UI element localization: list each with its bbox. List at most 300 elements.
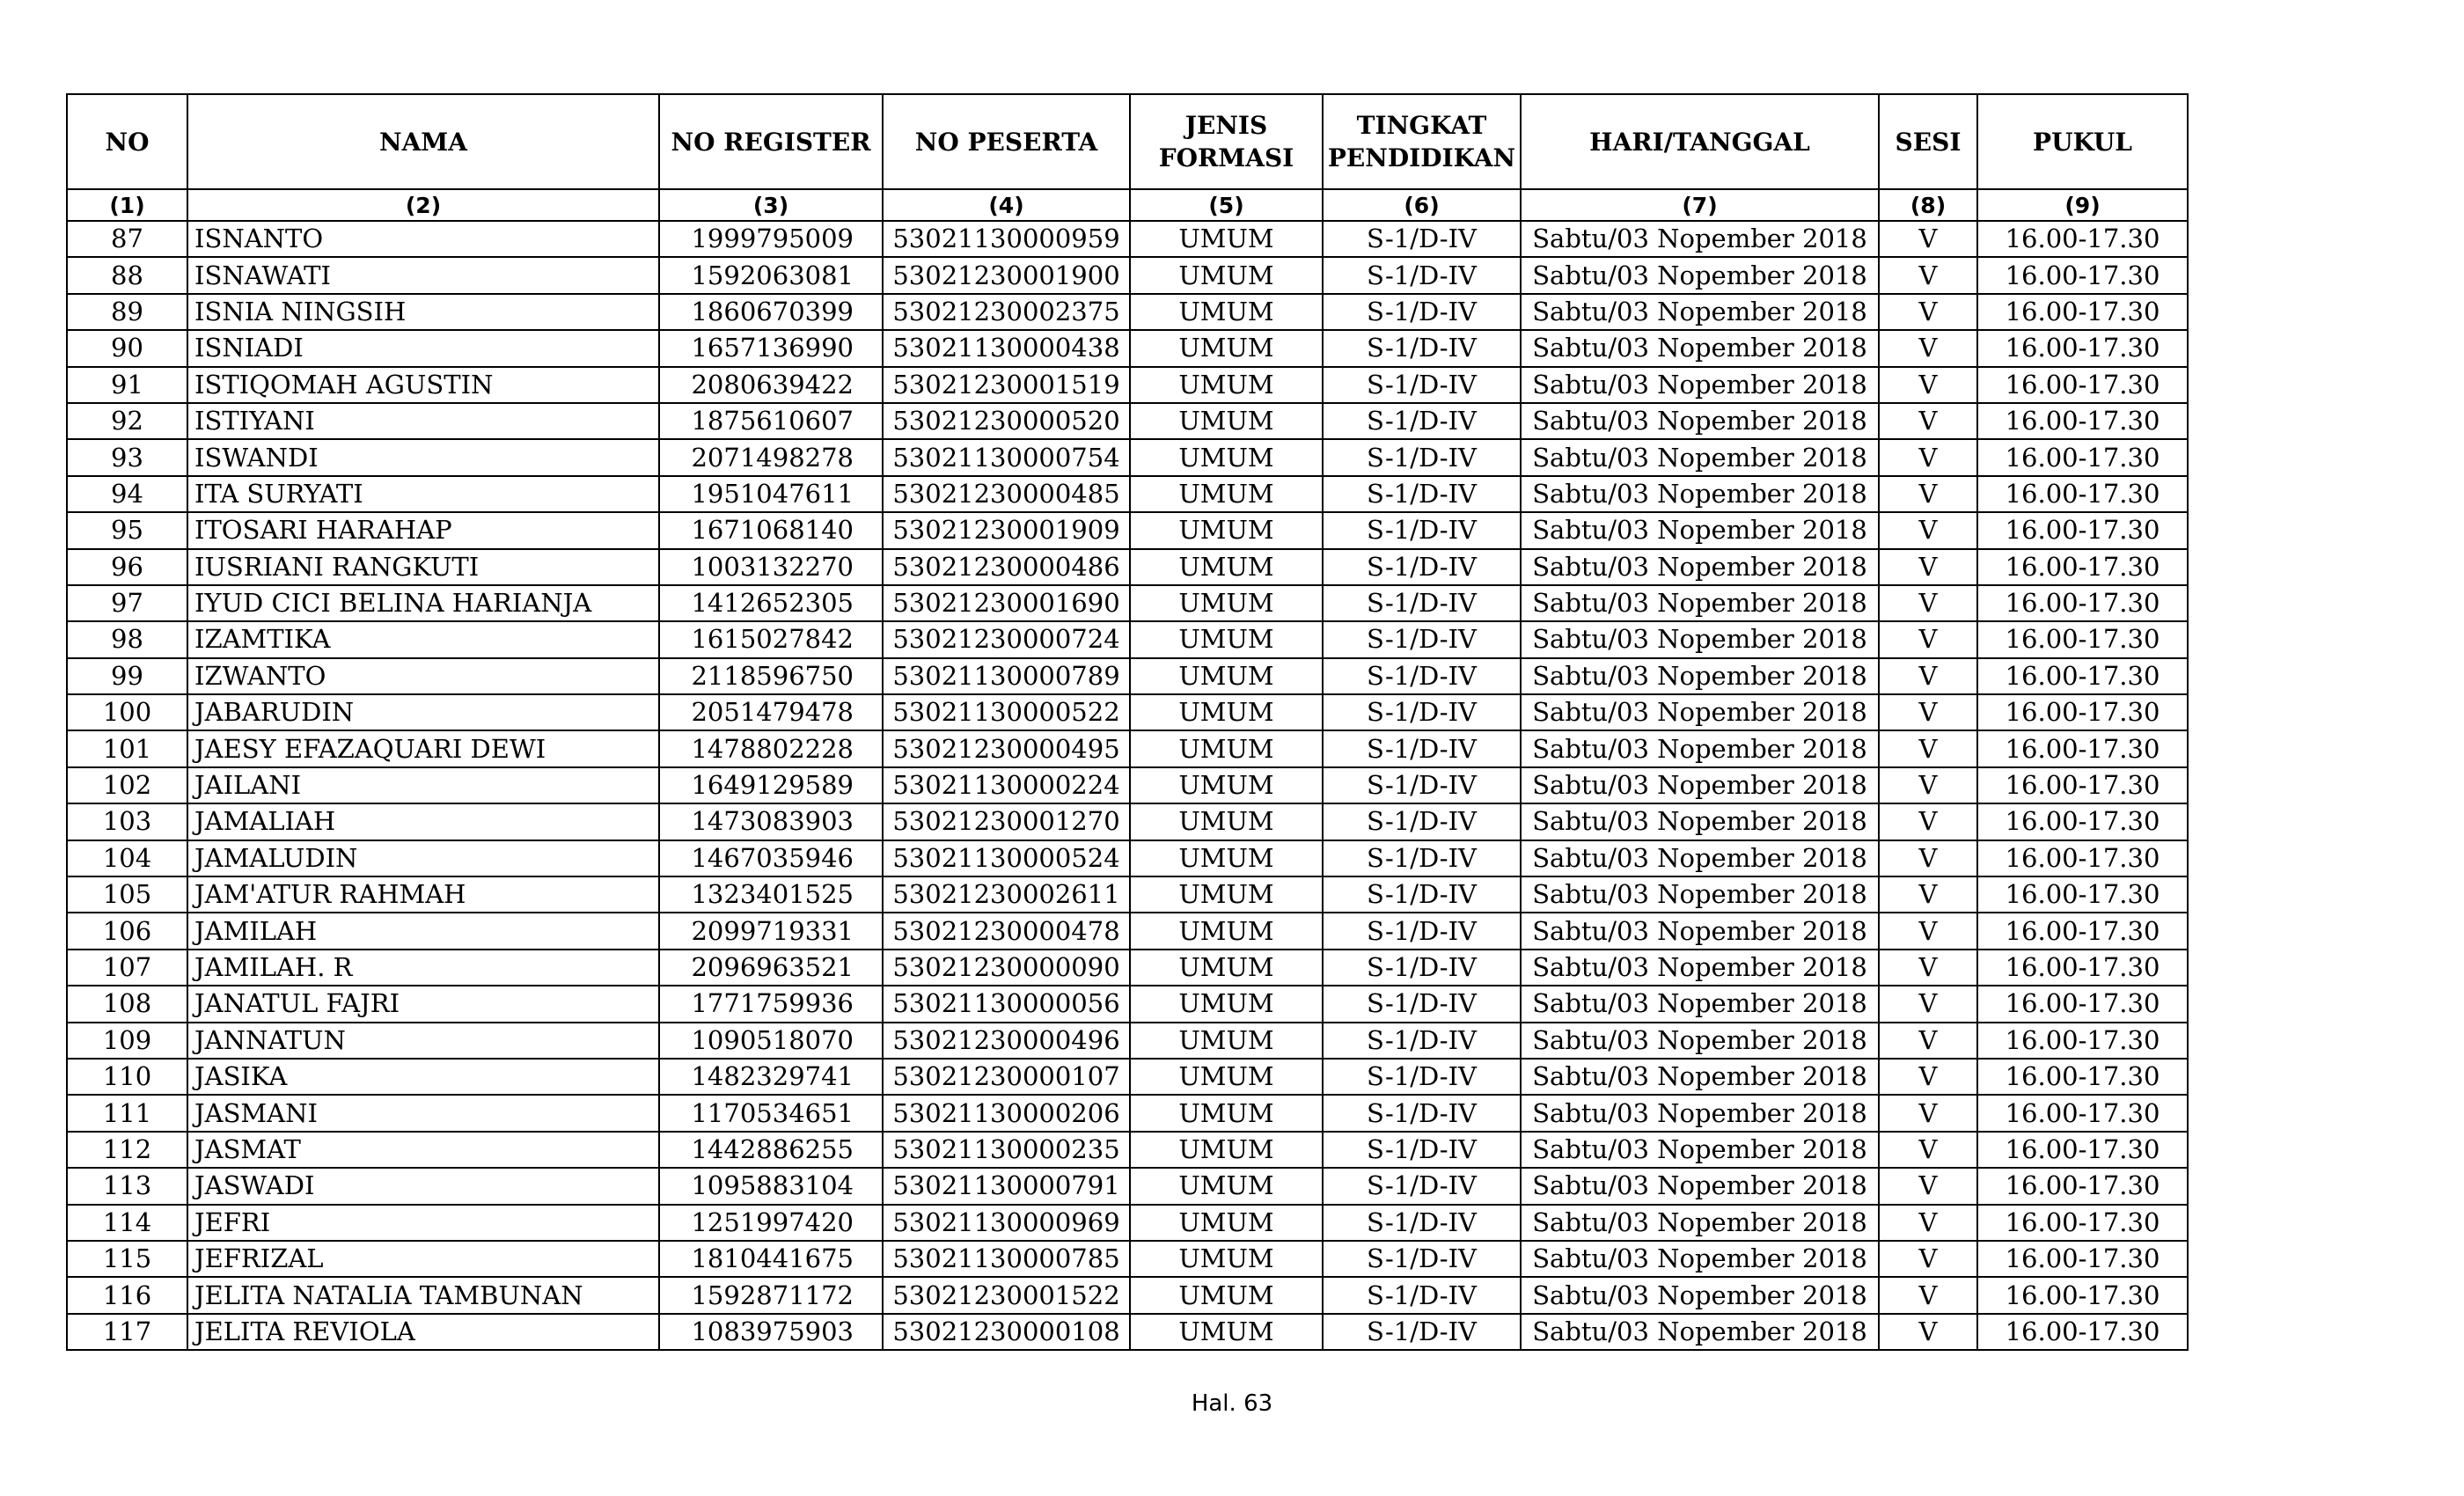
cell-no-register: 1771759936 [659, 986, 883, 1022]
cell-nama: JEFRIZAL [187, 1241, 659, 1277]
cell-jenis-formasi: UMUM [1130, 621, 1323, 657]
column-number: (1) [67, 189, 187, 221]
table-row [67, 1023, 2188, 1059]
table-row [67, 1168, 2188, 1204]
cell-hari-tanggal: Sabtu/03 Nopember 2018 [1521, 913, 1879, 949]
cell-jenis-formasi: UMUM [1130, 913, 1323, 949]
cell-pukul: 16.00-17.30 [1977, 1168, 2188, 1204]
cell-sesi: V [1879, 694, 1977, 730]
cell-no-register: 1095883104 [659, 1168, 883, 1204]
cell-no-register: 2096963521 [659, 950, 883, 986]
cell-jenis-formasi: UMUM [1130, 1241, 1323, 1277]
cell-no-register: 1442886255 [659, 1132, 883, 1168]
cell-no: 109 [67, 1023, 187, 1059]
cell-no: 101 [67, 730, 187, 766]
cell-pukul: 16.00-17.30 [1977, 986, 2188, 1022]
cell-no-register: 2080639422 [659, 367, 883, 403]
cell-nama: JAMILAH. R [187, 950, 659, 986]
table-row [67, 1241, 2188, 1277]
table-row [67, 876, 2188, 913]
cell-tingkat-pendidikan: S-1/D-IV [1323, 1205, 1521, 1241]
cell-no-register: 1649129589 [659, 767, 883, 803]
cell-pukul: 16.00-17.30 [1977, 439, 2188, 475]
cell-tingkat-pendidikan: S-1/D-IV [1323, 403, 1521, 439]
cell-sesi: V [1879, 257, 1977, 293]
cell-sesi: V [1879, 621, 1977, 657]
cell-no-register: 1875610607 [659, 403, 883, 439]
cell-no: 88 [67, 257, 187, 293]
header-jenis-formasi: JENIS FORMASI [1130, 94, 1323, 189]
cell-pukul: 16.00-17.30 [1977, 621, 2188, 657]
cell-sesi: V [1879, 403, 1977, 439]
cell-jenis-formasi: UMUM [1130, 1132, 1323, 1168]
cell-no-peserta: 53021230001900 [883, 257, 1130, 293]
cell-tingkat-pendidikan: S-1/D-IV [1323, 1059, 1521, 1095]
table-row [67, 730, 2188, 766]
cell-no: 114 [67, 1205, 187, 1241]
cell-hari-tanggal: Sabtu/03 Nopember 2018 [1521, 512, 1879, 548]
cell-sesi: V [1879, 221, 1977, 257]
table-row [67, 913, 2188, 949]
cell-pukul: 16.00-17.30 [1977, 1314, 2188, 1350]
header-no: NO [67, 94, 187, 189]
cell-hari-tanggal: Sabtu/03 Nopember 2018 [1521, 840, 1879, 876]
cell-no-register: 1657136990 [659, 330, 883, 366]
cell-jenis-formasi: UMUM [1130, 694, 1323, 730]
cell-jenis-formasi: UMUM [1130, 221, 1323, 257]
cell-jenis-formasi: UMUM [1130, 476, 1323, 512]
cell-tingkat-pendidikan: S-1/D-IV [1323, 730, 1521, 766]
cell-pukul: 16.00-17.30 [1977, 913, 2188, 949]
table-row [67, 512, 2188, 548]
cell-sesi: V [1879, 512, 1977, 548]
cell-tingkat-pendidikan: S-1/D-IV [1323, 367, 1521, 403]
cell-no-register: 1671068140 [659, 512, 883, 548]
cell-jenis-formasi: UMUM [1130, 986, 1323, 1022]
cell-tingkat-pendidikan: S-1/D-IV [1323, 1023, 1521, 1059]
cell-nama: JASMAT [187, 1132, 659, 1168]
cell-pukul: 16.00-17.30 [1977, 257, 2188, 293]
cell-no-peserta: 53021230000520 [883, 403, 1130, 439]
cell-tingkat-pendidikan: S-1/D-IV [1323, 950, 1521, 986]
cell-pukul: 16.00-17.30 [1977, 403, 2188, 439]
cell-nama: IZWANTO [187, 658, 659, 694]
cell-jenis-formasi: UMUM [1130, 1023, 1323, 1059]
cell-no-peserta: 53021230000486 [883, 549, 1130, 585]
cell-no-register: 1467035946 [659, 840, 883, 876]
column-number: (5) [1130, 189, 1323, 221]
cell-tingkat-pendidikan: S-1/D-IV [1323, 803, 1521, 840]
cell-tingkat-pendidikan: S-1/D-IV [1323, 694, 1521, 730]
cell-no: 111 [67, 1095, 187, 1131]
cell-no-register: 2118596750 [659, 658, 883, 694]
table-row [67, 767, 2188, 803]
cell-nama: ISTIQOMAH AGUSTIN [187, 367, 659, 403]
cell-no-peserta: 53021230000108 [883, 1314, 1130, 1350]
cell-jenis-formasi: UMUM [1130, 803, 1323, 840]
cell-no-register: 1478802228 [659, 730, 883, 766]
cell-tingkat-pendidikan: S-1/D-IV [1323, 986, 1521, 1022]
cell-nama: ISNIA NINGSIH [187, 294, 659, 330]
cell-no-register: 1473083903 [659, 803, 883, 840]
cell-sesi: V [1879, 1023, 1977, 1059]
cell-tingkat-pendidikan: S-1/D-IV [1323, 476, 1521, 512]
cell-no: 99 [67, 658, 187, 694]
cell-pukul: 16.00-17.30 [1977, 585, 2188, 621]
column-number: (9) [1977, 189, 2188, 221]
header-hari-tanggal: HARI/TANGGAL [1521, 94, 1879, 189]
cell-no: 98 [67, 621, 187, 657]
cell-pukul: 16.00-17.30 [1977, 1059, 2188, 1095]
cell-pukul: 16.00-17.30 [1977, 1023, 2188, 1059]
cell-no-peserta: 53021230000724 [883, 621, 1130, 657]
cell-no-peserta: 53021130000206 [883, 1095, 1130, 1131]
cell-no-peserta: 53021130000235 [883, 1132, 1130, 1168]
cell-hari-tanggal: Sabtu/03 Nopember 2018 [1521, 585, 1879, 621]
table-row [67, 1277, 2188, 1313]
cell-jenis-formasi: UMUM [1130, 294, 1323, 330]
cell-no-peserta: 53021230002375 [883, 294, 1130, 330]
cell-no-register: 1999795009 [659, 221, 883, 257]
participant-table [66, 93, 2189, 1351]
cell-no-peserta: 53021230002611 [883, 876, 1130, 913]
cell-sesi: V [1879, 1168, 1977, 1204]
cell-no-peserta: 53021230000496 [883, 1023, 1130, 1059]
cell-pukul: 16.00-17.30 [1977, 221, 2188, 257]
cell-no-register: 1810441675 [659, 1241, 883, 1277]
page-number: Hal. 63 [1191, 1390, 1273, 1417]
table-row [67, 621, 2188, 657]
cell-sesi: V [1879, 367, 1977, 403]
cell-hari-tanggal: Sabtu/03 Nopember 2018 [1521, 621, 1879, 657]
table-row [67, 403, 2188, 439]
cell-hari-tanggal: Sabtu/03 Nopember 2018 [1521, 1132, 1879, 1168]
cell-pukul: 16.00-17.30 [1977, 730, 2188, 766]
column-number: (4) [883, 189, 1130, 221]
cell-pukul: 16.00-17.30 [1977, 549, 2188, 585]
cell-no-peserta: 53021130000522 [883, 694, 1130, 730]
table-row [67, 294, 2188, 330]
cell-nama: JAMILAH [187, 913, 659, 949]
cell-tingkat-pendidikan: S-1/D-IV [1323, 512, 1521, 548]
cell-hari-tanggal: Sabtu/03 Nopember 2018 [1521, 1023, 1879, 1059]
cell-jenis-formasi: UMUM [1130, 367, 1323, 403]
cell-no: 93 [67, 439, 187, 475]
cell-no-register: 1482329741 [659, 1059, 883, 1095]
cell-nama: JAMALIAH [187, 803, 659, 840]
cell-hari-tanggal: Sabtu/03 Nopember 2018 [1521, 986, 1879, 1022]
header-tingkat-pendidikan: TINGKAT PENDIDIKAN [1323, 94, 1521, 189]
cell-no: 100 [67, 694, 187, 730]
table-body [67, 221, 2188, 1350]
table-row [67, 549, 2188, 585]
cell-tingkat-pendidikan: S-1/D-IV [1323, 840, 1521, 876]
header-row [67, 94, 2188, 189]
cell-hari-tanggal: Sabtu/03 Nopember 2018 [1521, 767, 1879, 803]
cell-nama: JASWADI [187, 1168, 659, 1204]
cell-nama: ITOSARI HARAHAP [187, 512, 659, 548]
cell-tingkat-pendidikan: S-1/D-IV [1323, 1132, 1521, 1168]
cell-no-register: 1083975903 [659, 1314, 883, 1350]
cell-pukul: 16.00-17.30 [1977, 658, 2188, 694]
cell-nama: JAM'ATUR RAHMAH [187, 876, 659, 913]
cell-tingkat-pendidikan: S-1/D-IV [1323, 1241, 1521, 1277]
cell-pukul: 16.00-17.30 [1977, 694, 2188, 730]
cell-sesi: V [1879, 1241, 1977, 1277]
cell-tingkat-pendidikan: S-1/D-IV [1323, 1095, 1521, 1131]
cell-jenis-formasi: UMUM [1130, 1205, 1323, 1241]
cell-no: 106 [67, 913, 187, 949]
cell-jenis-formasi: UMUM [1130, 1095, 1323, 1131]
cell-sesi: V [1879, 876, 1977, 913]
cell-no-register: 1412652305 [659, 585, 883, 621]
cell-nama: JAESY EFAZAQUARI DEWI [187, 730, 659, 766]
cell-sesi: V [1879, 986, 1977, 1022]
cell-nama: ISWANDI [187, 439, 659, 475]
header-no-peserta: NO PESERTA [883, 94, 1130, 189]
cell-sesi: V [1879, 1277, 1977, 1313]
cell-hari-tanggal: Sabtu/03 Nopember 2018 [1521, 876, 1879, 913]
cell-hari-tanggal: Sabtu/03 Nopember 2018 [1521, 294, 1879, 330]
cell-pukul: 16.00-17.30 [1977, 803, 2188, 840]
cell-sesi: V [1879, 1059, 1977, 1095]
cell-sesi: V [1879, 439, 1977, 475]
cell-tingkat-pendidikan: S-1/D-IV [1323, 913, 1521, 949]
column-number: (3) [659, 189, 883, 221]
cell-pukul: 16.00-17.30 [1977, 512, 2188, 548]
cell-no-register: 2099719331 [659, 913, 883, 949]
cell-no: 90 [67, 330, 187, 366]
cell-pukul: 16.00-17.30 [1977, 476, 2188, 512]
cell-no-peserta: 53021130000969 [883, 1205, 1130, 1241]
cell-nama: JELITA NATALIA TAMBUNAN [187, 1277, 659, 1313]
header-no-register: NO REGISTER [659, 94, 883, 189]
cell-no: 113 [67, 1168, 187, 1204]
column-number: (8) [1879, 189, 1977, 221]
cell-no-peserta: 53021230000495 [883, 730, 1130, 766]
cell-sesi: V [1879, 840, 1977, 876]
table-row [67, 439, 2188, 475]
cell-jenis-formasi: UMUM [1130, 1168, 1323, 1204]
cell-jenis-formasi: UMUM [1130, 512, 1323, 548]
cell-hari-tanggal: Sabtu/03 Nopember 2018 [1521, 1277, 1879, 1313]
cell-hari-tanggal: Sabtu/03 Nopember 2018 [1521, 950, 1879, 986]
cell-sesi: V [1879, 1132, 1977, 1168]
table-row [67, 330, 2188, 366]
cell-hari-tanggal: Sabtu/03 Nopember 2018 [1521, 1059, 1879, 1095]
column-number: (6) [1323, 189, 1521, 221]
cell-tingkat-pendidikan: S-1/D-IV [1323, 330, 1521, 366]
cell-no: 112 [67, 1132, 187, 1168]
cell-tingkat-pendidikan: S-1/D-IV [1323, 876, 1521, 913]
cell-pukul: 16.00-17.30 [1977, 330, 2188, 366]
cell-no-peserta: 53021130000224 [883, 767, 1130, 803]
cell-no-register: 1860670399 [659, 294, 883, 330]
cell-no-peserta: 53021230001522 [883, 1277, 1130, 1313]
cell-no: 115 [67, 1241, 187, 1277]
table-row [67, 694, 2188, 730]
cell-no: 110 [67, 1059, 187, 1095]
cell-pukul: 16.00-17.30 [1977, 950, 2188, 986]
cell-nama: ISNIADI [187, 330, 659, 366]
cell-tingkat-pendidikan: S-1/D-IV [1323, 658, 1521, 694]
cell-nama: JANNATUN [187, 1023, 659, 1059]
cell-no-peserta: 53021230000485 [883, 476, 1130, 512]
cell-tingkat-pendidikan: S-1/D-IV [1323, 549, 1521, 585]
header-pukul: PUKUL [1977, 94, 2188, 189]
cell-no-peserta: 53021230001909 [883, 512, 1130, 548]
cell-nama: JAMALUDIN [187, 840, 659, 876]
cell-no-register: 1170534651 [659, 1095, 883, 1131]
cell-no-peserta: 53021130000959 [883, 221, 1130, 257]
table-row [67, 658, 2188, 694]
cell-no: 116 [67, 1277, 187, 1313]
cell-hari-tanggal: Sabtu/03 Nopember 2018 [1521, 549, 1879, 585]
cell-hari-tanggal: Sabtu/03 Nopember 2018 [1521, 803, 1879, 840]
table-row [67, 986, 2188, 1022]
cell-hari-tanggal: Sabtu/03 Nopember 2018 [1521, 257, 1879, 293]
cell-no-peserta: 53021230000478 [883, 913, 1130, 949]
cell-tingkat-pendidikan: S-1/D-IV [1323, 621, 1521, 657]
cell-sesi: V [1879, 1314, 1977, 1350]
column-number-row [67, 189, 2188, 221]
header-sesi: SESI [1879, 94, 1977, 189]
cell-no: 105 [67, 876, 187, 913]
cell-pukul: 16.00-17.30 [1977, 1205, 2188, 1241]
cell-no: 108 [67, 986, 187, 1022]
cell-no-register: 2051479478 [659, 694, 883, 730]
table-row [67, 585, 2188, 621]
column-number: (2) [187, 189, 659, 221]
cell-pukul: 16.00-17.30 [1977, 840, 2188, 876]
cell-no-peserta: 53021230000107 [883, 1059, 1130, 1095]
cell-no: 94 [67, 476, 187, 512]
cell-no-peserta: 53021230000090 [883, 950, 1130, 986]
cell-pukul: 16.00-17.30 [1977, 1095, 2188, 1131]
cell-jenis-formasi: UMUM [1130, 767, 1323, 803]
cell-pukul: 16.00-17.30 [1977, 767, 2188, 803]
cell-jenis-formasi: UMUM [1130, 585, 1323, 621]
cell-no: 117 [67, 1314, 187, 1350]
cell-hari-tanggal: Sabtu/03 Nopember 2018 [1521, 439, 1879, 475]
cell-no: 103 [67, 803, 187, 840]
cell-nama: ISNANTO [187, 221, 659, 257]
cell-sesi: V [1879, 1095, 1977, 1131]
cell-jenis-formasi: UMUM [1130, 439, 1323, 475]
cell-jenis-formasi: UMUM [1130, 658, 1323, 694]
cell-sesi: V [1879, 549, 1977, 585]
cell-no-peserta: 53021130000791 [883, 1168, 1130, 1204]
cell-jenis-formasi: UMUM [1130, 1277, 1323, 1313]
cell-hari-tanggal: Sabtu/03 Nopember 2018 [1521, 1168, 1879, 1204]
cell-sesi: V [1879, 294, 1977, 330]
cell-no: 95 [67, 512, 187, 548]
cell-sesi: V [1879, 803, 1977, 840]
cell-hari-tanggal: Sabtu/03 Nopember 2018 [1521, 1095, 1879, 1131]
cell-jenis-formasi: UMUM [1130, 330, 1323, 366]
cell-pukul: 16.00-17.30 [1977, 367, 2188, 403]
cell-no-peserta: 53021230001690 [883, 585, 1130, 621]
cell-no-peserta: 53021130000789 [883, 658, 1130, 694]
cell-no-register: 1003132270 [659, 549, 883, 585]
cell-sesi: V [1879, 913, 1977, 949]
cell-sesi: V [1879, 330, 1977, 366]
cell-jenis-formasi: UMUM [1130, 549, 1323, 585]
cell-no-register: 1323401525 [659, 876, 883, 913]
cell-no-peserta: 53021130000754 [883, 439, 1130, 475]
table-row [67, 840, 2188, 876]
cell-tingkat-pendidikan: S-1/D-IV [1323, 1168, 1521, 1204]
cell-jenis-formasi: UMUM [1130, 403, 1323, 439]
cell-no: 96 [67, 549, 187, 585]
cell-no: 104 [67, 840, 187, 876]
cell-no-peserta: 53021130000056 [883, 986, 1130, 1022]
cell-no-peserta: 53021130000438 [883, 330, 1130, 366]
cell-nama: IYUD CICI BELINA HARIANJA [187, 585, 659, 621]
cell-nama: IUSRIANI RANGKUTI [187, 549, 659, 585]
cell-nama: JANATUL FAJRI [187, 986, 659, 1022]
cell-no-register: 1592871172 [659, 1277, 883, 1313]
table-row [67, 1314, 2188, 1350]
cell-hari-tanggal: Sabtu/03 Nopember 2018 [1521, 221, 1879, 257]
table-row [67, 257, 2188, 293]
cell-no-peserta: 53021230001519 [883, 367, 1130, 403]
cell-jenis-formasi: UMUM [1130, 1314, 1323, 1350]
cell-no: 97 [67, 585, 187, 621]
cell-jenis-formasi: UMUM [1130, 730, 1323, 766]
table-row [67, 1205, 2188, 1241]
cell-tingkat-pendidikan: S-1/D-IV [1323, 294, 1521, 330]
cell-jenis-formasi: UMUM [1130, 876, 1323, 913]
cell-tingkat-pendidikan: S-1/D-IV [1323, 439, 1521, 475]
cell-tingkat-pendidikan: S-1/D-IV [1323, 767, 1521, 803]
cell-pukul: 16.00-17.30 [1977, 1132, 2188, 1168]
cell-tingkat-pendidikan: S-1/D-IV [1323, 1277, 1521, 1313]
cell-pukul: 16.00-17.30 [1977, 294, 2188, 330]
table-row [67, 1059, 2188, 1095]
cell-pukul: 16.00-17.30 [1977, 1277, 2188, 1313]
cell-no-peserta: 53021130000524 [883, 840, 1130, 876]
cell-no-peserta: 53021130000785 [883, 1241, 1130, 1277]
cell-no: 102 [67, 767, 187, 803]
cell-nama: ITA SURYATI [187, 476, 659, 512]
cell-sesi: V [1879, 658, 1977, 694]
cell-jenis-formasi: UMUM [1130, 840, 1323, 876]
cell-tingkat-pendidikan: S-1/D-IV [1323, 1314, 1521, 1350]
cell-no-register: 1592063081 [659, 257, 883, 293]
cell-pukul: 16.00-17.30 [1977, 876, 2188, 913]
cell-hari-tanggal: Sabtu/03 Nopember 2018 [1521, 658, 1879, 694]
table-row [67, 950, 2188, 986]
cell-no: 87 [67, 221, 187, 257]
cell-hari-tanggal: Sabtu/03 Nopember 2018 [1521, 694, 1879, 730]
cell-no-register: 1615027842 [659, 621, 883, 657]
cell-nama: JAILANI [187, 767, 659, 803]
cell-no: 89 [67, 294, 187, 330]
cell-nama: JASIKA [187, 1059, 659, 1095]
cell-tingkat-pendidikan: S-1/D-IV [1323, 585, 1521, 621]
cell-no-register: 1251997420 [659, 1205, 883, 1241]
cell-tingkat-pendidikan: S-1/D-IV [1323, 221, 1521, 257]
cell-nama: JELITA REVIOLA [187, 1314, 659, 1350]
cell-hari-tanggal: Sabtu/03 Nopember 2018 [1521, 367, 1879, 403]
cell-no-register: 2071498278 [659, 439, 883, 475]
table-row [67, 1095, 2188, 1131]
header-nama: NAMA [187, 94, 659, 189]
cell-sesi: V [1879, 1205, 1977, 1241]
cell-hari-tanggal: Sabtu/03 Nopember 2018 [1521, 1205, 1879, 1241]
cell-sesi: V [1879, 476, 1977, 512]
